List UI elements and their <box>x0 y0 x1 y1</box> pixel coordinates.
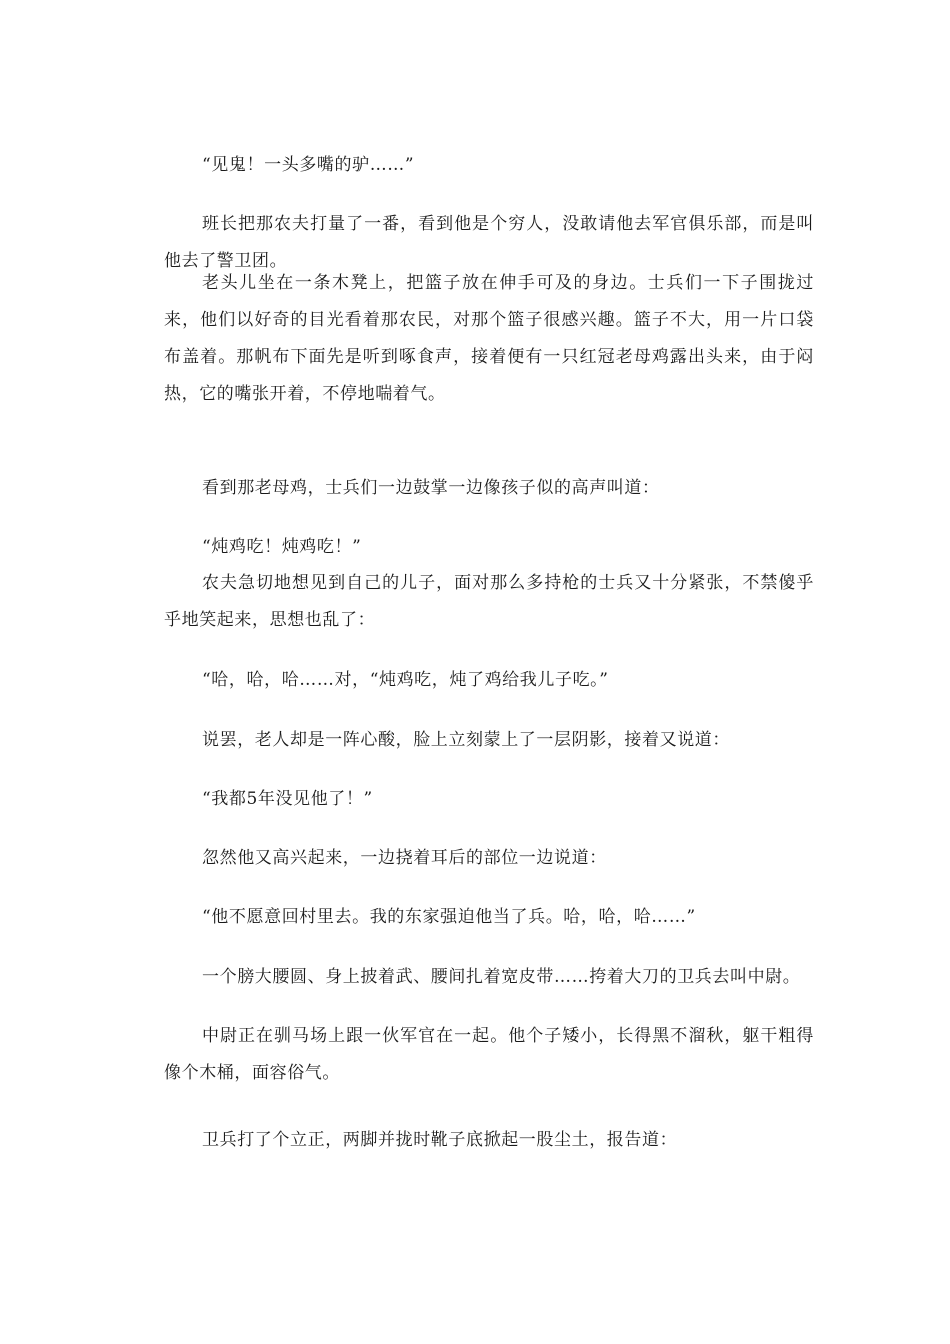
paragraph: “我都5年没见他了！” <box>202 789 373 809</box>
paragraph: 卫兵打了个立正，两脚并拢时靴子底掀起一股尘土，报告道： <box>202 1130 678 1150</box>
paragraph: 中尉正在驯马场上跟一伙军官在一起。他个子矮小，长得黑不溜秋，躯干粗得像个木桶，面容俗气。 <box>164 1026 814 1083</box>
paragraph: 老头儿坐在一条木凳上，把篮子放在伸手可及的身边。士兵们一下子围拢过来，他们以好奇的目光看着那农民，对那个篮子很感兴趣。篮子不大，用一片口袋布盖着。那帆布下面先是听到啄食声，接着便有一只红冠老母鸡露出头来，由于闷热，它的嘴张开着，不停地喘着气。 <box>164 273 814 404</box>
paragraph: “炖鸡吃！炖鸡吃！” <box>202 537 362 557</box>
paragraph: 看到那老母鸡，士兵们一边鼓掌一边像孩子似的高声叫道： <box>202 478 660 498</box>
paragraph: 农夫急切地想见到自己的儿子，面对那么多持枪的士兵又十分紧张，不禁傻乎乎地笑起来，思想也乱了： <box>164 573 814 630</box>
paragraph: “他不愿意回村里去。我的东家强迫他当了兵。哈，哈，哈……” <box>202 907 696 927</box>
paragraph: 忽然他又高兴起来，一边挠着耳后的部位一边说道： <box>202 848 607 868</box>
paragraph: “哈，哈，哈……对，“炖鸡吃，炖了鸡给我儿子吃。” <box>202 670 609 690</box>
paragraph: 班长把那农夫打量了一番，看到他是个穷人，没敢请他去军官俱乐部，而是叫他去了警卫团。 <box>164 214 814 271</box>
paragraph: 说罢，老人却是一阵心酸，脸上立刻蒙上了一层阴影，接着又说道： <box>202 730 730 750</box>
paragraph: “见鬼！一头多嘴的驴……” <box>202 155 415 175</box>
paragraph: 一个膀大腰圆、身上披着武、腰间扎着宽皮带……挎着大刀的卫兵去叫中尉。 <box>202 967 801 987</box>
